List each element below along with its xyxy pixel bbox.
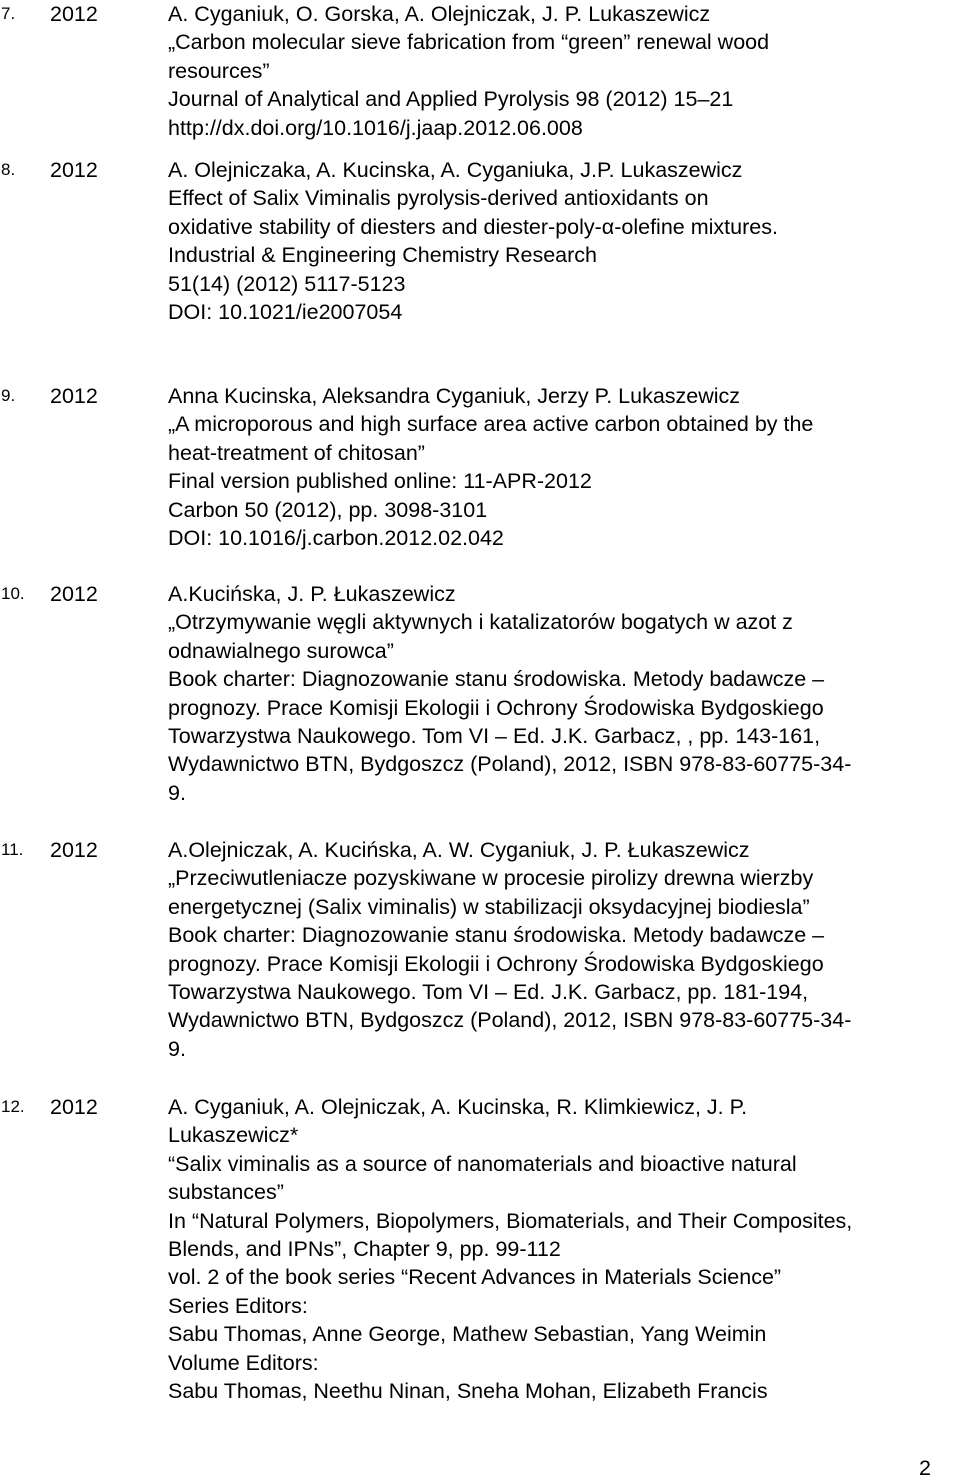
entry-line: In “Natural Polymers, Biopolymers, Biomaterials, and Their Composites,: [168, 1208, 853, 1233]
entry-line: Effect of Salix Viminalis pyrolysis-derived antioxidants on: [168, 186, 709, 211]
entry-number: 10.: [1, 584, 25, 603]
entry-line: heat-treatment of chitosan”: [168, 440, 425, 465]
entry-text: [168, 382, 956, 552]
entry-line: Industrial & Engineering Chemistry Research: [168, 243, 598, 268]
entry-line: Lukaszewicz*: [168, 1123, 299, 1148]
entry-line: DOI: 10.1016/j.carbon.2012.02.042: [168, 525, 504, 550]
entry-line: Book charter: Diagnozowanie stanu środowiska. Metody badawcze –: [168, 667, 825, 692]
entry-line: prognozy. Prace Komisji Ekologii i Ochrony Środowiska Bydgoskiego: [168, 951, 824, 976]
entry-line: Series Editors:: [168, 1293, 308, 1318]
entry-text: [168, 156, 956, 326]
entry-line: vol. 2 of the book series “Recent Advances in Materials Science”: [168, 1265, 782, 1290]
entry-text: [168, 580, 956, 807]
entry-line: Final version published online: 11-APR-2012: [168, 469, 592, 494]
entry-line: Wydawnictwo BTN, Bydgoszcz (Poland), 2012, ISBN 978-83-60775-34-: [168, 752, 852, 777]
entry-line: Carbon 50 (2012), pp. 3098-3101: [168, 497, 488, 522]
entry-line: Wydawnictwo BTN, Bydgoszcz (Poland), 2012, ISBN 978-83-60775-34-: [168, 1008, 852, 1033]
entry-year: 2012: [50, 158, 98, 182]
entry-line: Sabu Thomas, Neethu Ninan, Sneha Mohan, Elizabeth Francis: [168, 1378, 768, 1403]
entry-line: Towarzystwa Naukowego. Tom VI – Ed. J.K. Garbacz, , pp. 143-161,: [168, 723, 821, 748]
entry-line: „Otrzymywanie węgli aktywnych i katalizatorów bogatych w azot z: [168, 610, 793, 635]
page-number: 2: [919, 1456, 931, 1480]
entry-line: A.Kucińska, J. P. Łukaszewicz: [168, 582, 456, 606]
entry-line: substances”: [168, 1180, 284, 1205]
entry-line: Journal of Analytical and Applied Pyrolysis 98 (2012) 15–21: [168, 87, 734, 112]
entry-line: oxidative stability of diesters and diester-poly-α-olefine mixtures.: [168, 214, 778, 239]
entry-line: 9.: [168, 780, 186, 805]
entry-line: „Przeciwutleniacze pozyskiwane w procesie pirolizy drewna wierzby: [168, 866, 814, 891]
entry-line: Volume Editors:: [168, 1350, 319, 1375]
entry-line: http://dx.doi.org/10.1016/j.jaap.2012.06.008: [168, 115, 583, 140]
entry-text: [168, 0, 956, 142]
entry-line: Sabu Thomas, Anne George, Mathew Sebastian, Yang Weimin: [168, 1322, 767, 1347]
entry-number: 9.: [1, 386, 16, 405]
entry-line: A. Olejniczaka, A. Kucinska, A. Cyganiuka, J.P. Lukaszewicz: [168, 158, 743, 182]
entry-number: 12.: [1, 1097, 25, 1116]
entry-line: „Carbon molecular sieve fabrication from “green” renewal wood: [168, 30, 770, 55]
entry-line: DOI: 10.1021/ie2007054: [168, 299, 403, 324]
entry-text: [168, 1093, 956, 1405]
entry-line: A. Cyganiuk, A. Olejniczak, A. Kucinska, R. Klimkiewicz, J. P.: [168, 1095, 748, 1119]
entry-line: 51(14) (2012) 5117-5123: [168, 271, 406, 296]
entry-line: resources”: [168, 58, 270, 83]
entry-line: 9.: [168, 1036, 186, 1061]
entry-number: 8.: [1, 160, 16, 179]
entry-line: Towarzystwa Naukowego. Tom VI – Ed. J.K. Garbacz, pp. 181-194,: [168, 979, 809, 1004]
entry-line: Anna Kucinska, Aleksandra Cyganiuk, Jerzy P. Lukaszewicz: [168, 384, 741, 408]
entry-line: „A microporous and high surface area active carbon obtained by the: [168, 412, 814, 437]
entry-line: energetycznej (Salix viminalis) w stabilizacji oksydacyjnej biodiesla”: [168, 894, 810, 919]
entry-number: 11.: [1, 840, 24, 859]
entry-line: Blends, and IPNs”, Chapter 9, pp. 99-112: [168, 1236, 561, 1261]
entry-line: A.Olejniczak, A. Kucińska, A. W. Cyganiuk, J. P. Łukaszewicz: [168, 838, 750, 862]
entry-line: odnawialnego surowca”: [168, 638, 394, 663]
entry-number: 7.: [1, 4, 16, 23]
entry-year: 2012: [50, 384, 98, 408]
entry-line: Book charter: Diagnozowanie stanu środowiska. Metody badawcze –: [168, 923, 825, 948]
entry-line: prognozy. Prace Komisji Ekologii i Ochrony Środowiska Bydgoskiego: [168, 695, 824, 720]
entry-line: “Salix viminalis as a source of nanomaterials and bioactive natural: [168, 1151, 797, 1176]
entry-year: 2012: [50, 1095, 98, 1119]
entry-line: A. Cyganiuk, O. Gorska, A. Olejniczak, J. P. Lukaszewicz: [168, 2, 711, 26]
entry-year: 2012: [50, 2, 98, 26]
entry-year: 2012: [50, 582, 98, 606]
entry-year: 2012: [50, 838, 98, 862]
entry-text: [168, 836, 956, 1063]
